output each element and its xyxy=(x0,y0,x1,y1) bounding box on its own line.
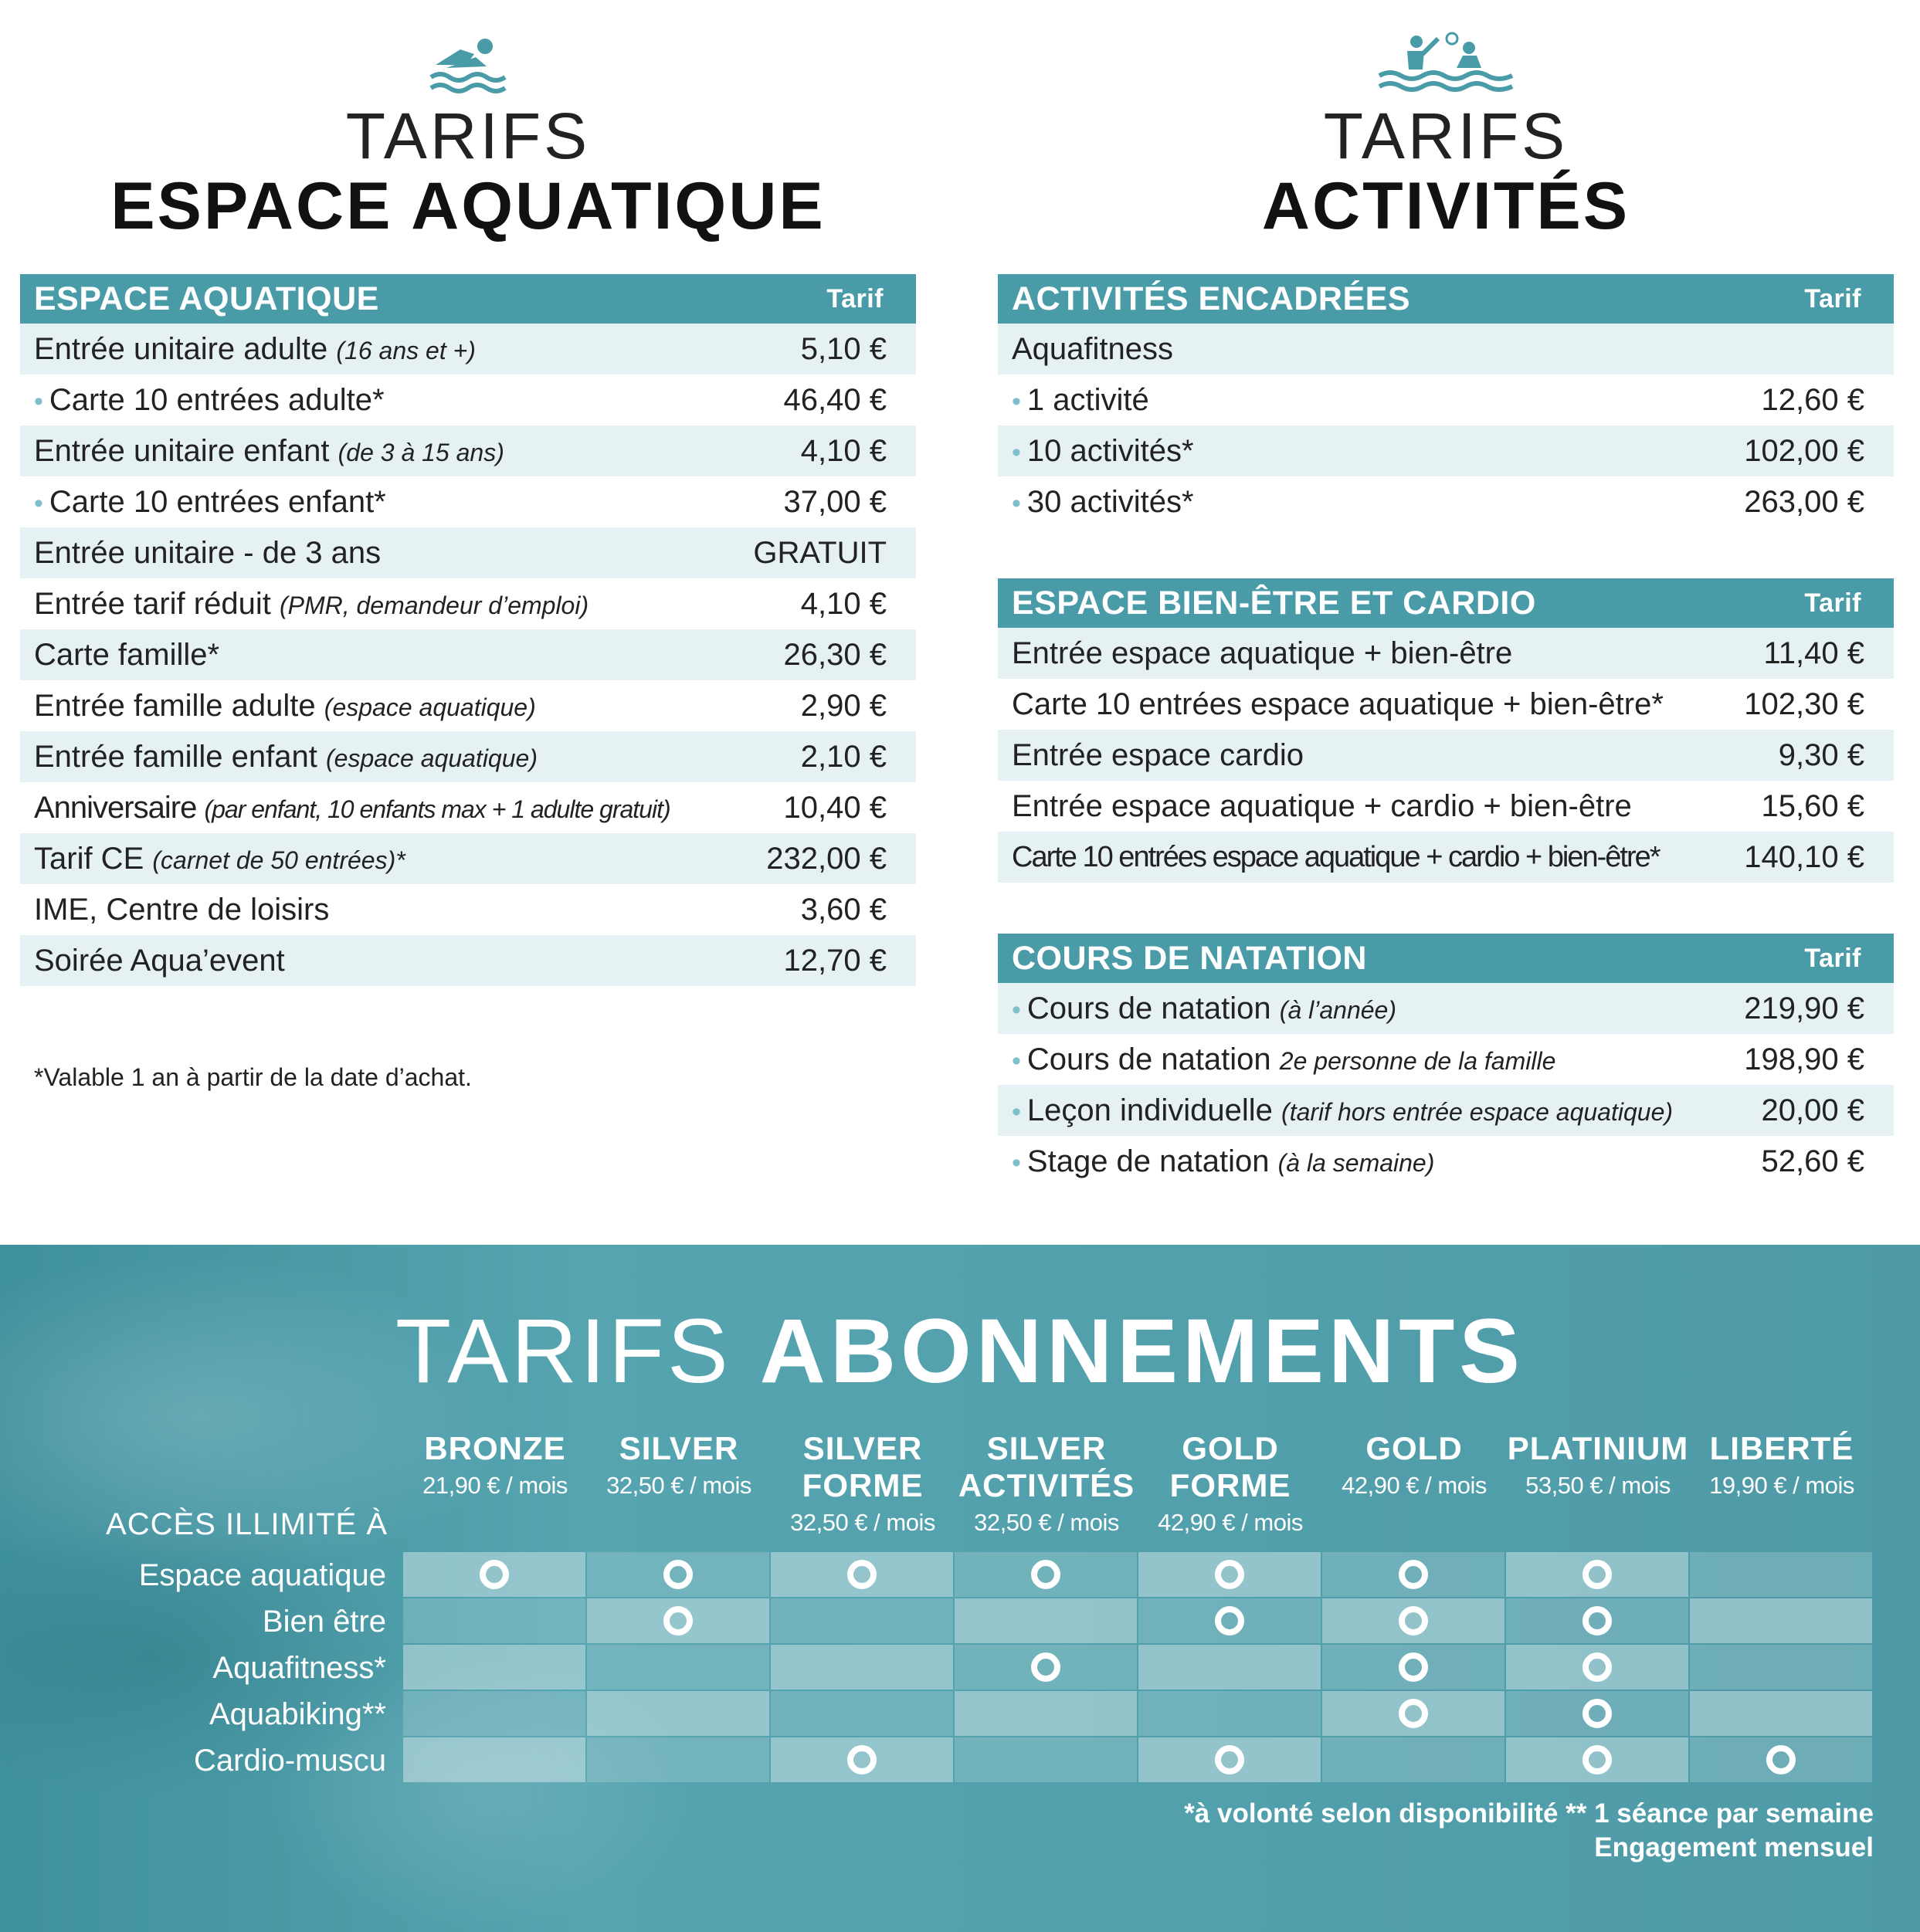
plan-name: PLATINIUM xyxy=(1507,1430,1689,1466)
included-circle-icon xyxy=(1582,1699,1612,1728)
feature-cell xyxy=(587,1598,769,1643)
feature-label: Bien être xyxy=(262,1605,386,1639)
included-circle-icon xyxy=(1582,1745,1612,1774)
feature-label: Aquafitness* xyxy=(212,1651,386,1685)
table-header-title: ACTIVITÉS ENCADRÉES xyxy=(998,274,1722,324)
plan-header xyxy=(1138,1430,1322,1541)
table-header-price: Tarif xyxy=(745,274,916,324)
table-row: • 10 activités* 102,00 € xyxy=(998,425,1894,476)
feature-cell xyxy=(1506,1598,1688,1643)
feature-cell xyxy=(587,1737,769,1782)
table-row: • Stage de natation (à la semaine) 52,60 € xyxy=(1012,1144,1864,1178)
feature-cell xyxy=(1690,1552,1872,1597)
included-circle-icon xyxy=(1582,1560,1612,1589)
plan-price: 53,50 € / mois xyxy=(1525,1472,1671,1499)
table-row: Entrée tarif réduit (PMR, demandeur d’emploi) 4,10 € xyxy=(34,586,887,621)
aquatic-pricing-section xyxy=(20,0,916,1092)
plan-header xyxy=(587,1430,771,1504)
feature-label: Aquabiking** xyxy=(209,1697,386,1731)
subscriptions-footnote: *à volonté selon disponibilité ** 1 séance par semaine Engagement mensuel xyxy=(1184,1798,1874,1863)
included-circle-icon xyxy=(1582,1652,1612,1682)
subscriptions-title: TARIFS ABONNEMENTS xyxy=(395,1300,1525,1402)
bullet-icon: • xyxy=(1012,437,1021,467)
plan-price: 19,90 € / mois xyxy=(1709,1472,1854,1499)
feature-cell xyxy=(1322,1645,1504,1690)
aquatic-price-table xyxy=(20,274,916,986)
bullet-icon: • xyxy=(1012,1147,1021,1178)
table-header-price: Tarif xyxy=(1722,274,1894,324)
included-circle-icon xyxy=(1215,1606,1244,1635)
plan-price: 32,50 € / mois xyxy=(974,1509,1119,1536)
table-row: Entrée famille adulte (espace aquatique) 2,90 € xyxy=(34,688,887,723)
bullet-icon: • xyxy=(1012,386,1021,416)
table-header-price: Tarif xyxy=(1722,934,1894,983)
table-row: Entrée famille enfant (espace aquatique) 2,10 € xyxy=(20,731,916,782)
table-row: • Carte 10 entrées enfant* 37,00 € xyxy=(34,484,887,519)
subscriptions-section xyxy=(0,1245,1920,1932)
feature-cell xyxy=(1690,1598,1872,1643)
feature-cell xyxy=(955,1737,1137,1782)
water-polo-icon xyxy=(998,31,1894,97)
plan-header xyxy=(955,1430,1138,1541)
plan-price: 42,90 € / mois xyxy=(1158,1509,1303,1536)
plan-header xyxy=(771,1430,955,1541)
plan-name-line2: FORME xyxy=(802,1467,924,1503)
included-circle-icon xyxy=(1215,1745,1244,1774)
feature-row xyxy=(138,1552,1874,1598)
included-circle-icon xyxy=(1031,1560,1060,1589)
feature-cell xyxy=(1506,1691,1688,1736)
plan-price: 42,90 € / mois xyxy=(1342,1472,1487,1499)
feature-cell xyxy=(587,1552,769,1597)
plan-name: BRONZE xyxy=(424,1430,566,1466)
table-row: Entrée unitaire enfant (de 3 à 15 ans) 4,10 € xyxy=(20,425,916,476)
feature-cell xyxy=(403,1737,585,1782)
included-circle-icon xyxy=(663,1606,693,1635)
table-row: • Carte 10 entrées adulte* 46,40 € xyxy=(34,382,887,417)
plan-name: SILVER xyxy=(619,1430,739,1466)
plan-header xyxy=(1506,1430,1690,1504)
table-row: Tarif CE (carnet de 50 entrées)* 232,00 € xyxy=(20,833,916,884)
plan-price: 32,50 € / mois xyxy=(790,1509,935,1536)
table-row: Entrée unitaire adulte (16 ans et +) 5,10 € xyxy=(20,324,916,375)
plan-name-line2: ACTIVITÉS xyxy=(958,1467,1135,1503)
feature-cell xyxy=(587,1645,769,1690)
included-circle-icon xyxy=(1582,1606,1612,1635)
plan-price: 32,50 € / mois xyxy=(606,1472,751,1499)
feature-cell xyxy=(1690,1691,1872,1736)
table-header xyxy=(998,274,1894,324)
included-circle-icon xyxy=(663,1560,693,1589)
table-row: Carte 10 entrées espace aquatique + cardio + bien-être* 140,10 € xyxy=(998,832,1894,883)
activities-header xyxy=(998,0,1894,274)
included-circle-icon xyxy=(1399,1652,1428,1682)
plan-name: LIBERTÉ xyxy=(1709,1430,1854,1466)
included-circle-icon xyxy=(1399,1699,1428,1728)
feature-cell xyxy=(403,1552,585,1597)
feature-cell xyxy=(771,1598,953,1643)
feature-label: Espace aquatique xyxy=(138,1558,386,1592)
activities-title-light: TARIFS xyxy=(1323,100,1569,172)
plan-name-line2: FORME xyxy=(1169,1467,1291,1503)
feature-cell xyxy=(1690,1737,1872,1782)
activities-title-bold: ACTIVITÉS xyxy=(1261,169,1630,243)
bullet-icon: • xyxy=(1012,1096,1021,1127)
feature-cell xyxy=(771,1691,953,1736)
plan-price: 21,90 € / mois xyxy=(422,1472,568,1499)
feature-cell xyxy=(771,1737,953,1782)
feature-cell xyxy=(1138,1737,1321,1782)
plan-name: GOLD xyxy=(1182,1430,1279,1466)
table-row: Carte famille* 26,30 € xyxy=(20,629,916,680)
acces-illimite-label: ACCÈS ILLIMITÉ À xyxy=(106,1507,388,1541)
feature-cell xyxy=(771,1552,953,1597)
feature-cell xyxy=(1506,1737,1688,1782)
plan-name: SILVER xyxy=(802,1430,923,1466)
plan-header xyxy=(1322,1430,1506,1504)
bullet-icon: • xyxy=(1012,1046,1021,1076)
table-row: • Cours de natation (à l’année) 219,90 € xyxy=(998,983,1894,1034)
feature-cell xyxy=(403,1598,585,1643)
bullet-icon: • xyxy=(34,488,43,518)
table-row: • 1 activité 12,60 € xyxy=(1012,382,1864,417)
features-grid xyxy=(138,1552,1874,1784)
feature-cell xyxy=(1690,1645,1872,1690)
table-row: Aquafitness xyxy=(998,324,1894,375)
included-circle-icon xyxy=(847,1745,877,1774)
feature-cell xyxy=(771,1645,953,1690)
feature-cell xyxy=(587,1691,769,1736)
feature-cell xyxy=(1322,1552,1504,1597)
feature-cell xyxy=(1138,1598,1321,1643)
bien-etre-cardio-table xyxy=(998,578,1894,883)
cours-natation-table xyxy=(998,934,1894,1187)
table-row: Entrée espace aquatique + bien-être 11,40 € xyxy=(998,628,1894,679)
plan-header xyxy=(1690,1430,1874,1504)
activities-pricing-section xyxy=(998,0,1894,1187)
plans-header xyxy=(403,1430,1874,1554)
plan-header xyxy=(403,1430,587,1504)
feature-cell xyxy=(1322,1691,1504,1736)
feature-cell xyxy=(1506,1552,1688,1597)
table-row: Anniversaire (par enfant, 10 enfants max + 1 adulte gratuit) 10,40 € xyxy=(34,790,887,825)
table-row: IME, Centre de loisirs 3,60 € xyxy=(34,892,887,927)
feature-row xyxy=(194,1737,1874,1784)
feature-cell xyxy=(1138,1691,1321,1736)
table-header-title: COURS DE NATATION xyxy=(998,934,1722,983)
table-row: Entrée unitaire - de 3 ans GRATUIT xyxy=(20,527,916,578)
bullet-icon: • xyxy=(34,386,43,416)
bullet-icon: • xyxy=(1012,995,1021,1025)
table-row: • Leçon individuelle (tarif hors entrée espace aquatique) 20,00 € xyxy=(998,1085,1894,1136)
aquatic-title-bold: ESPACE AQUATIQUE xyxy=(110,169,826,243)
included-circle-icon xyxy=(847,1560,877,1589)
table-header xyxy=(998,934,1894,983)
feature-cell xyxy=(1322,1598,1504,1643)
table-header-title: ESPACE AQUATIQUE xyxy=(20,274,745,324)
plan-name: SILVER xyxy=(986,1430,1107,1466)
aquatic-footnote: *Valable 1 an à partir de la date d’achat. xyxy=(34,1063,472,1091)
table-header xyxy=(20,274,916,324)
feature-row xyxy=(212,1645,1874,1691)
bullet-icon: • xyxy=(1012,488,1021,518)
feature-cell xyxy=(1506,1645,1688,1690)
included-circle-icon xyxy=(1215,1560,1244,1589)
feature-row xyxy=(262,1598,1874,1645)
included-circle-icon xyxy=(480,1560,509,1589)
activities-encadrees-table xyxy=(998,274,1894,527)
feature-cell xyxy=(955,1552,1137,1597)
table-header xyxy=(998,578,1894,628)
included-circle-icon xyxy=(1766,1745,1796,1774)
feature-label: Cardio-muscu xyxy=(194,1744,386,1778)
feature-cell xyxy=(955,1691,1137,1736)
aquatic-title-light: TARIFS xyxy=(345,100,591,172)
feature-cell xyxy=(1322,1737,1504,1782)
table-row: Entrée espace cardio 9,30 € xyxy=(998,730,1894,781)
included-circle-icon xyxy=(1399,1560,1428,1589)
swimmer-icon xyxy=(20,31,916,97)
table-header-price: Tarif xyxy=(1722,578,1894,628)
included-circle-icon xyxy=(1399,1606,1428,1635)
feature-cell xyxy=(955,1645,1137,1690)
feature-cell xyxy=(1138,1552,1321,1597)
included-circle-icon xyxy=(1031,1652,1060,1682)
feature-cell xyxy=(403,1691,585,1736)
feature-cell xyxy=(403,1645,585,1690)
table-row: Soirée Aqua’event 12,70 € xyxy=(20,935,916,986)
table-row: Carte 10 entrées espace aquatique + bien-être* 102,30 € xyxy=(1012,686,1864,721)
plan-name: GOLD xyxy=(1365,1430,1463,1466)
feature-cell xyxy=(955,1598,1137,1643)
table-row: • Cours de natation 2e personne de la famille 198,90 € xyxy=(1012,1042,1864,1076)
feature-cell xyxy=(1138,1645,1321,1690)
feature-row xyxy=(209,1691,1874,1737)
table-row: Entrée espace aquatique + cardio + bien-être 15,60 € xyxy=(1012,788,1864,823)
aquatic-header xyxy=(20,0,916,274)
table-header-title: ESPACE BIEN-ÊTRE ET CARDIO xyxy=(998,578,1722,628)
table-row: • 30 activités* 263,00 € xyxy=(1012,484,1864,519)
